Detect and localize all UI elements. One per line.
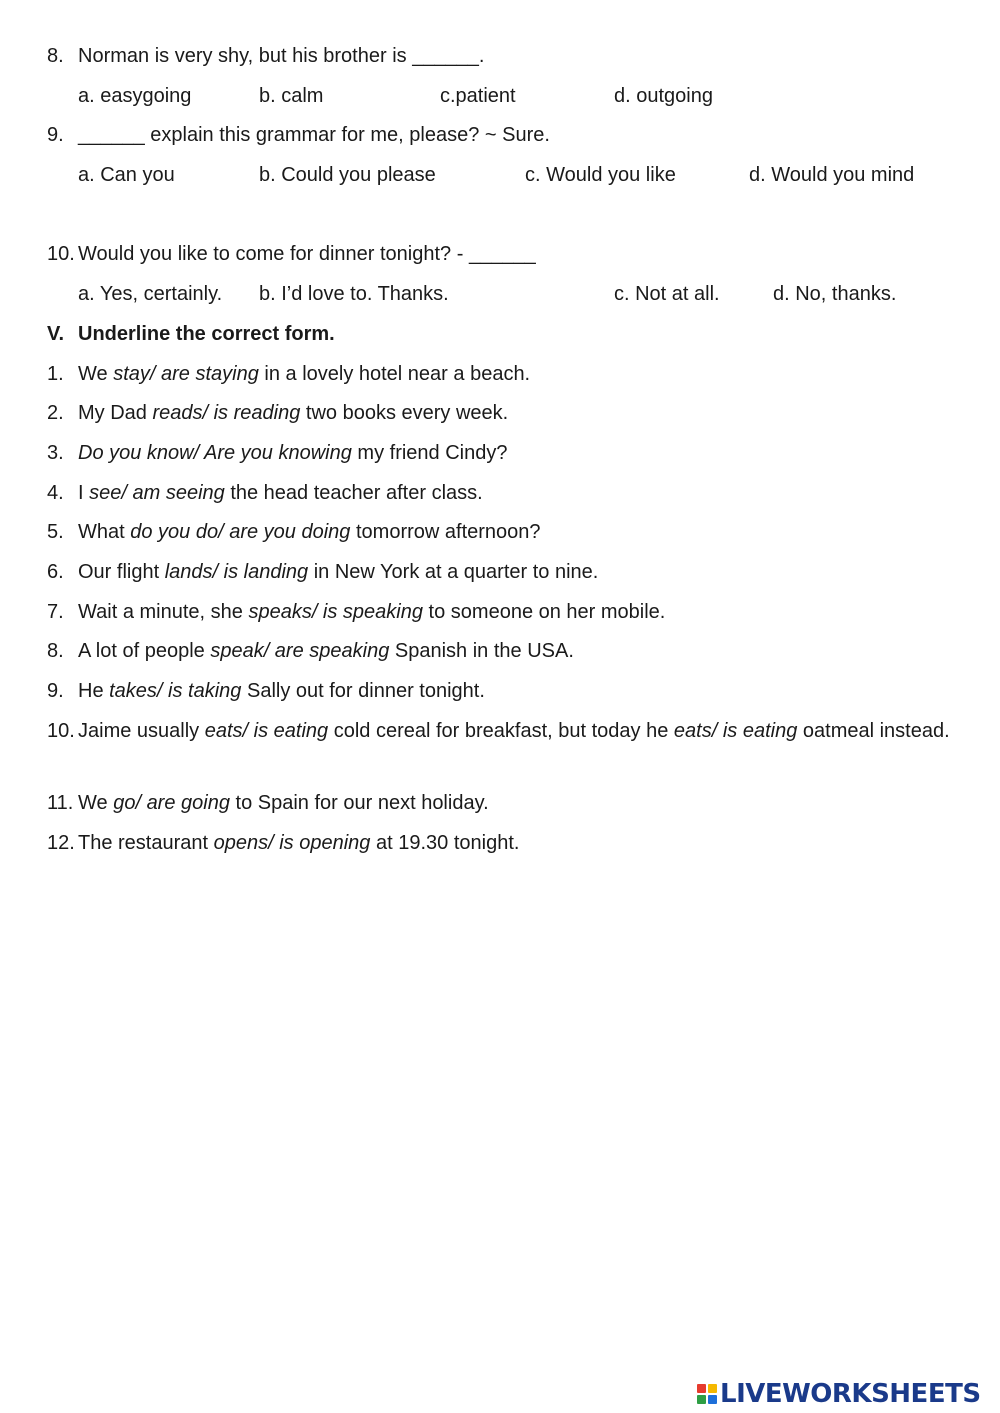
option-c[interactable]: c.patient [440, 85, 516, 107]
exercise-item-1 [47, 362, 530, 386]
exercise-item-8 [47, 639, 574, 663]
item-text: in New York at a quarter to nine. [308, 561, 599, 583]
logo-squares-icon [697, 1384, 717, 1404]
choice-options[interactable]: see/ am seeing [89, 482, 225, 504]
exercise-item-4 [47, 481, 483, 505]
item-text: Sally out for dinner tonight. [241, 680, 485, 702]
item-text: What [78, 521, 131, 543]
option-b[interactable]: b. I’d love to. Thanks. [259, 283, 449, 305]
question-number: 10. [47, 243, 75, 265]
logo-square [697, 1384, 706, 1393]
item-number: 8. [47, 640, 64, 662]
item-number: 4. [47, 482, 64, 504]
choice-options[interactable]: takes/ is taking [109, 680, 242, 702]
exercise-item-2 [47, 401, 508, 425]
item-text: He [78, 680, 110, 702]
choice-options[interactable]: eats/ is eating [673, 720, 798, 742]
item-text: in a lovely hotel near a beach. [258, 363, 531, 385]
logo-square [708, 1384, 717, 1393]
choice-options[interactable]: stay/ are staying [113, 363, 259, 385]
question-text: Would you like to come for dinner tonight? - ______ [78, 243, 536, 265]
item-text: to Spain for our next holiday. [229, 792, 489, 814]
option-d[interactable]: d. outgoing [614, 85, 713, 107]
choice-options[interactable]: lands/ is landing [164, 561, 309, 583]
item-text: oatmeal instead. [797, 720, 950, 742]
item-text: at 19.30 tonight. [370, 832, 520, 854]
exercise-item-9 [47, 679, 485, 703]
item-text: We [78, 363, 114, 385]
option-a[interactable]: a. Can you [78, 164, 175, 186]
section-number: V. [47, 323, 65, 345]
question-text: Norman is very shy, but his brother is ______. [78, 45, 485, 67]
item-text: to someone on her mobile. [423, 601, 666, 623]
item-number: 12. [47, 832, 75, 854]
item-text: We [78, 792, 114, 814]
item-text: The restaurant [78, 832, 214, 854]
choice-options[interactable]: reads/ is reading [152, 402, 301, 424]
item-text: the head teacher after class. [224, 482, 483, 504]
exercise-item-12 [47, 831, 519, 855]
item-text: Jaime usually [78, 720, 205, 742]
item-number: 1. [47, 363, 64, 385]
option-a[interactable]: a. easygoing [78, 85, 192, 107]
logo-square [697, 1395, 706, 1404]
item-text: two books every week. [300, 402, 509, 424]
option-a[interactable]: a. Yes, certainly. [78, 283, 223, 305]
question-10 [47, 242, 536, 266]
options-q9 [78, 163, 958, 187]
options-q10 [78, 282, 958, 306]
question-8 [47, 44, 484, 68]
item-number: 5. [47, 521, 64, 543]
option-b[interactable]: b. calm [259, 85, 324, 107]
choice-options[interactable]: opens/ is opening [213, 832, 371, 854]
item-number: 10. [47, 720, 75, 742]
item-text: My Dad [78, 402, 153, 424]
item-number: 7. [47, 601, 64, 623]
item-text: Our flight [78, 561, 165, 583]
option-d[interactable]: d. Would you mind [749, 164, 915, 186]
choice-options[interactable]: go/ are going [113, 792, 230, 814]
question-number: 8. [47, 45, 64, 67]
choice-options[interactable]: eats/ is eating [204, 720, 329, 742]
choice-options[interactable]: do you do/ are you doing [130, 521, 351, 543]
exercise-item-5 [47, 520, 541, 544]
item-text: Wait a minute, she [78, 601, 249, 623]
item-text-block [78, 715, 963, 747]
choice-options[interactable]: Do you know/ Are you knowing [78, 442, 352, 464]
logo-text: LIVEWORKSHEETS [720, 1379, 981, 1409]
option-c[interactable]: c. Not at all. [614, 283, 720, 305]
liveworksheets-logo[interactable] [697, 1378, 981, 1410]
item-text: A lot of people [78, 640, 211, 662]
item-text: tomorrow afternoon? [350, 521, 541, 543]
section-heading [47, 322, 335, 346]
section-title: Underline the correct form. [78, 323, 335, 345]
item-text: Spanish in the USA. [389, 640, 574, 662]
item-text: my friend Cindy? [351, 442, 508, 464]
exercise-item-10 [47, 715, 963, 747]
logo-square [708, 1395, 717, 1404]
item-number: 3. [47, 442, 64, 464]
exercise-item-3 [47, 441, 507, 465]
exercise-item-6 [47, 560, 598, 584]
item-text: I [78, 482, 90, 504]
item-number: 9. [47, 680, 64, 702]
choice-options[interactable]: speaks/ is speaking [248, 601, 423, 623]
item-text: cold cereal for breakfast, but today he [328, 720, 674, 742]
question-9 [47, 123, 550, 147]
option-c[interactable]: c. Would you like [525, 164, 676, 186]
options-q8 [78, 84, 958, 108]
exercise-item-7 [47, 600, 665, 624]
choice-options[interactable]: speak/ are speaking [210, 640, 390, 662]
option-b[interactable]: b. Could you please [259, 164, 436, 186]
exercise-item-11 [47, 791, 489, 815]
item-number: 2. [47, 402, 64, 424]
item-number: 11. [47, 792, 74, 814]
item-number: 6. [47, 561, 64, 583]
question-number: 9. [47, 124, 64, 146]
option-d[interactable]: d. No, thanks. [773, 283, 897, 305]
question-text: ______ explain this grammar for me, please? ~ Sure. [78, 124, 550, 146]
